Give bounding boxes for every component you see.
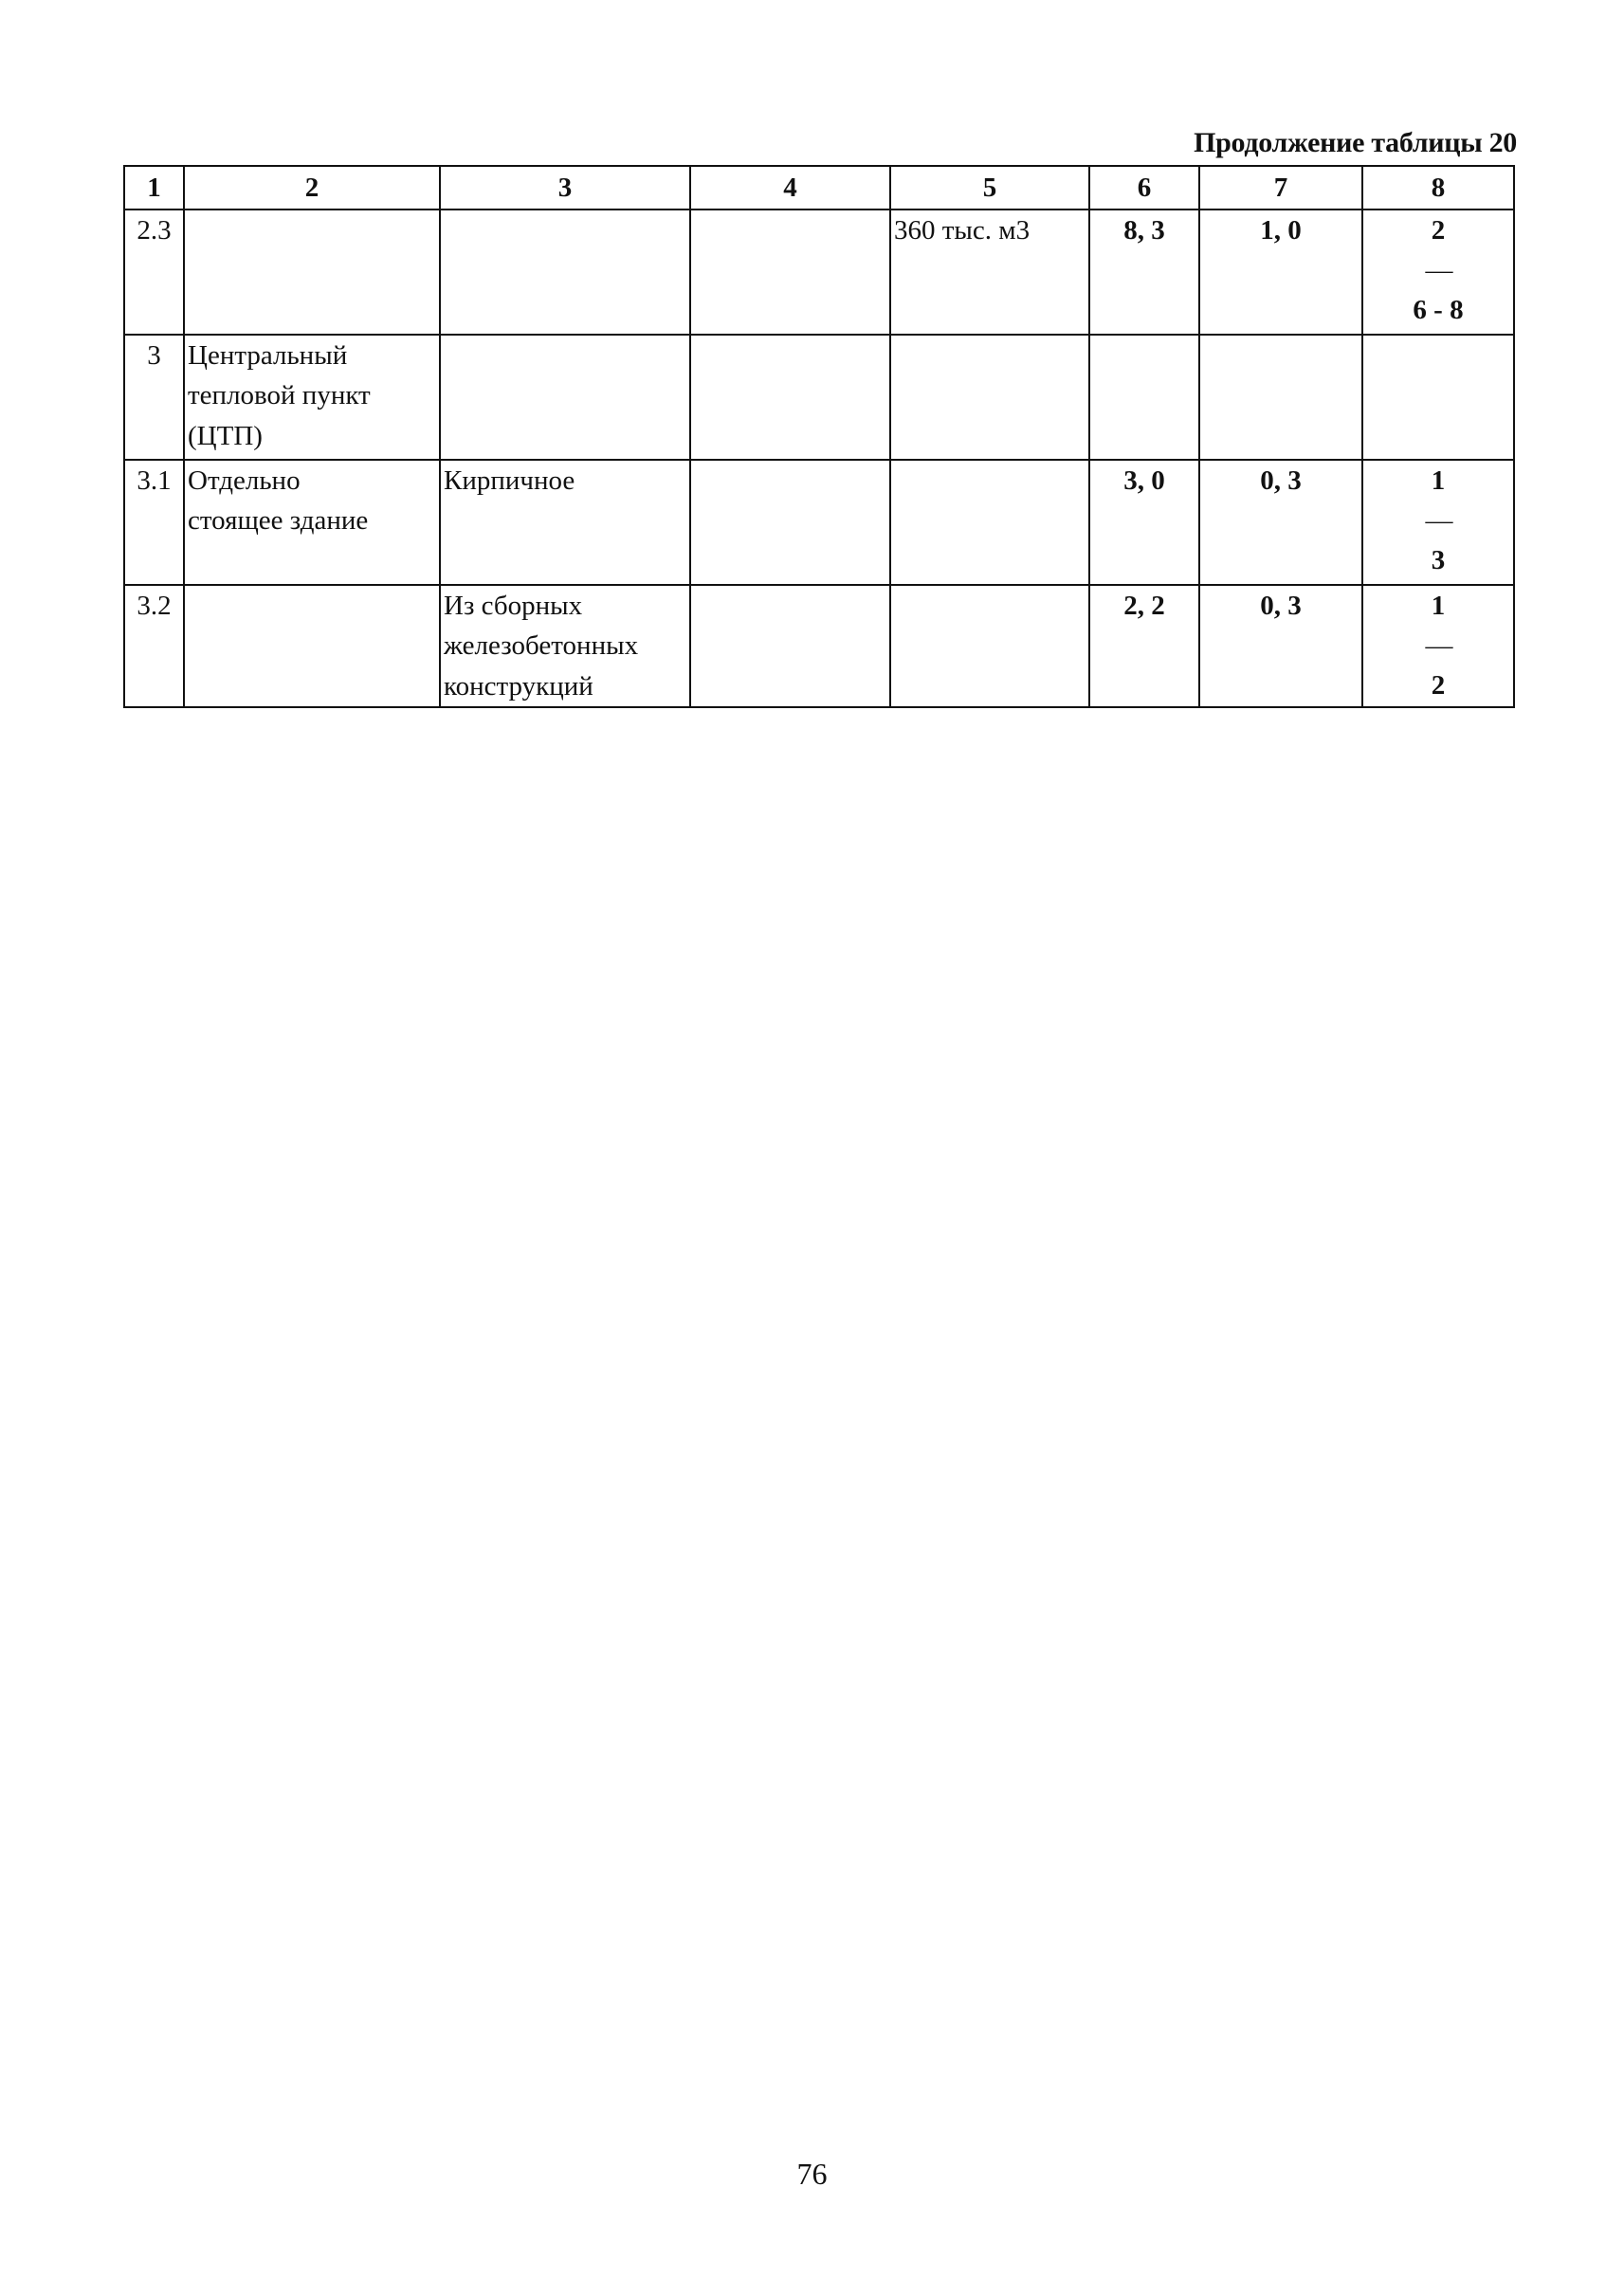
column-header: 4 [690,166,890,210]
name-cell [184,210,440,335]
fraction-cell [1362,335,1514,460]
capacity-cell: 360 тыс. м3 [890,210,1089,335]
material-cell [440,210,690,335]
fraction-numerator: 1 [1431,591,1446,621]
value-cell-col6: 2, 2 [1089,585,1199,707]
column-header: 2 [184,166,440,210]
value-cell-col7: 1, 0 [1199,210,1362,335]
name-line: стоящее здание [188,505,369,537]
fraction-denominator: 2 [1431,670,1446,702]
table-row [124,585,1514,707]
cell-col4 [690,335,890,460]
data-table [123,165,1515,708]
table-caption: Продолжение таблицы 20 [1194,127,1517,158]
name-line: Отдельно [188,465,301,496]
name-line: Центральный [188,340,348,371]
fraction-bar: — [1425,505,1451,537]
fraction-denominator: 3 [1431,545,1446,576]
column-header: 1 [124,166,184,210]
column-header: 7 [1199,166,1362,210]
value-cell-col6 [1089,335,1199,460]
name-line: тепловой пункт [188,380,371,411]
cell-col4 [690,460,890,585]
column-header: 5 [890,166,1089,210]
cell-col4 [690,585,890,707]
table-row [124,460,1514,585]
fraction-cell [1362,210,1514,335]
fraction-bar: — [1425,255,1451,286]
value-cell-col6: 8, 3 [1089,210,1199,335]
material-cell [440,460,690,585]
capacity-cell [890,585,1089,707]
fraction-numerator: 2 [1431,215,1446,246]
capacity-cell [890,460,1089,585]
row-number-cell: 2.3 [124,210,184,335]
value-cell-col7 [1199,335,1362,460]
material-line: конструкций [444,670,593,702]
capacity-cell [890,335,1089,460]
cell-col4 [690,210,890,335]
row-number-cell: 3 [124,335,184,460]
value-cell-col6: 3, 0 [1089,460,1199,585]
column-header: 8 [1362,166,1514,210]
name-line: (ЦТП) [188,420,263,451]
material-line: Из сборных [444,591,583,621]
table-row [124,210,1514,335]
table-row [124,335,1514,460]
material-line: железобетонных [444,630,639,662]
fraction [1366,210,1510,330]
material-line: Кирпичное [444,465,575,496]
column-header: 3 [440,166,690,210]
row-number-cell: 3.2 [124,585,184,707]
value-cell-col7: 0, 3 [1199,460,1362,585]
row-number-cell: 3.1 [124,460,184,585]
fraction-cell [1362,585,1514,707]
value-cell-col7: 0, 3 [1199,585,1362,707]
fraction-denominator: 6 - 8 [1413,295,1464,326]
material-cell [440,335,690,460]
fraction [1366,461,1510,580]
fraction-cell [1362,460,1514,585]
fraction-numerator: 1 [1431,465,1446,496]
name-cell [184,335,440,460]
column-header: 6 [1089,166,1199,210]
page-number: 76 [796,2157,828,2191]
fraction [1366,586,1510,705]
table-header-row [124,166,1514,210]
fraction-bar: — [1425,630,1451,662]
name-cell [184,585,440,707]
name-cell [184,460,440,585]
material-cell [440,585,690,707]
